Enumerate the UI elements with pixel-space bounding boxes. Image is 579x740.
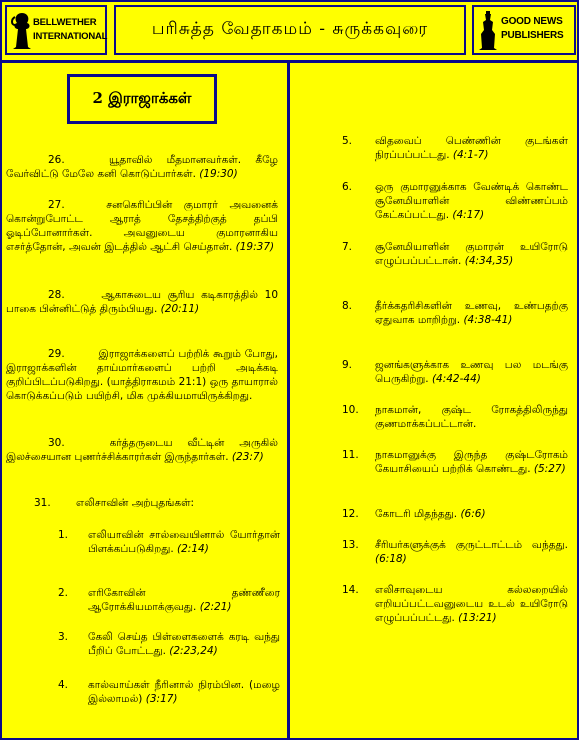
item-text: இராஜாக்களைப் பற்றிக் கூறும் போது, இராஜாக்களின் தாய்மார்களைப் பற்றி அடிக்கடி குறிப்பிடப்படுகிறது. (யாத்திராகமம் 21:1) ஒரு தாயாரால் கொடுக்கப்படும் பயிற்சி, மிக முக்கியமாயிருக்கிறது. bbox=[6, 348, 278, 402]
item-ref: (6:18) bbox=[375, 553, 407, 565]
item-text: நாகமானுக்கு இருந்த குஷ்டரோகம் கேயாசியைப் பற்றிக் கொண்டது. bbox=[375, 449, 568, 475]
list-item bbox=[6, 436, 278, 464]
item-ref: (5:27) bbox=[533, 463, 566, 475]
item-number: 14. bbox=[342, 584, 359, 596]
item-ref: (6:6) bbox=[460, 508, 486, 520]
list-item bbox=[6, 198, 278, 254]
sub-list-item bbox=[88, 630, 280, 658]
logo-line-1: BELLWETHER bbox=[33, 17, 97, 28]
item-ref: (13:21) bbox=[458, 612, 497, 624]
list-item bbox=[375, 448, 568, 476]
list-item bbox=[375, 358, 568, 386]
item-text: ஒரு குமாரனுக்காக வேண்டிக் கொண்ட சூனேமியாளின் விண்ணப்பம் கேட்கப்பட்டது. bbox=[375, 181, 568, 221]
item-ref: (2:21) bbox=[199, 601, 232, 613]
item-ref: (4:1-7) bbox=[452, 149, 489, 161]
item-number: 6. bbox=[342, 181, 353, 193]
sub-list-item bbox=[88, 528, 280, 556]
column-divider bbox=[287, 60, 290, 738]
list-item bbox=[6, 288, 278, 316]
sub-item-number: 1. bbox=[58, 529, 69, 541]
item-number: 11. bbox=[342, 449, 359, 461]
item-text: நாகமான், குஷ்ட ரோகத்திலிருந்து குணமாக்கப்பட்டான். bbox=[375, 404, 568, 430]
sub-list-item bbox=[88, 586, 280, 614]
sub-item-number: 4. bbox=[58, 679, 69, 691]
list-item bbox=[6, 347, 278, 403]
item-text: சனகெரிப்பின் குமாரர் அவனைக் கொன்றுபோட்ட ஆராத் தேசத்திற்குத் தப்பி ஓடிப்போனார்கள். அவனுடைய குமாரனாகிய எசர்த்தோன், அவன் இடத்தில் ஆட்சி செய்தான். bbox=[6, 199, 279, 253]
item-ref: (2:14) bbox=[177, 543, 209, 555]
item-text: எரிகோவின் தண்ணீரை ஆரோக்கியமாக்குவது. bbox=[88, 587, 280, 613]
item-number: 27. bbox=[48, 199, 65, 211]
item-number: 13. bbox=[342, 539, 359, 551]
list-item bbox=[375, 240, 568, 268]
item-text: தீர்க்கதரிசிகளின் உணவு, உண்பதற்கு ஏதுவாக மாறிற்று. bbox=[375, 300, 568, 326]
item-ref: (19:30) bbox=[199, 168, 238, 180]
item-number: 31. bbox=[34, 497, 51, 509]
good-news-logo bbox=[472, 5, 576, 55]
item-number: 9. bbox=[342, 359, 353, 371]
item-text: கால்வாய்கள் நீரினால் நிரம்பின. (மழை இல்லாமல்) bbox=[88, 679, 280, 705]
item-ref: (23:7) bbox=[231, 451, 264, 463]
item-text: சீரியர்களுக்குக் குருட்டாட்டம் வந்தது. bbox=[375, 539, 568, 551]
item-ref: (20:11) bbox=[160, 303, 200, 315]
item-text: கேலி செய்த பிள்ளைகளைக் கரடி வந்து பீறிப் போட்டது. bbox=[88, 631, 280, 657]
item-number: 29. bbox=[48, 348, 65, 360]
item-text: கோடரி மிதந்தது. bbox=[375, 508, 458, 520]
logo-line-2: PUBLISHERS bbox=[501, 30, 564, 41]
item-text: விதவைப் பெண்ணின் குடங்கள் நிரப்பப்பட்டது. bbox=[375, 135, 568, 161]
item-number: 30. bbox=[48, 437, 65, 449]
book-title-box bbox=[67, 74, 217, 124]
item-number: 7. bbox=[342, 241, 353, 253]
page-title: பரிசுத்த வேதாகமம் - சுருக்கவுரை bbox=[151, 19, 429, 39]
item-number: 26. bbox=[48, 154, 65, 166]
item-ref: (4:38-41) bbox=[463, 314, 513, 326]
logo-line-1: GOOD NEWS bbox=[501, 16, 563, 27]
list-item bbox=[375, 180, 568, 222]
item-number: 8. bbox=[342, 300, 353, 312]
list-item bbox=[375, 299, 568, 327]
item-text: எலிசாவின் அற்புதங்கள்: bbox=[76, 497, 195, 509]
logo-line-2: INTERNATIONAL bbox=[33, 31, 108, 42]
item-text: எலியாவின் சால்வையினால் யோர்தான் பிளக்கப்படுகிறது. bbox=[88, 529, 280, 555]
item-text: கர்த்தருடைய வீட்டின் அருகில் இலச்சையான புணர்ச்சிக்காரர்கள் இருந்தார்கள். bbox=[6, 437, 278, 463]
list-item bbox=[6, 496, 278, 510]
page-header bbox=[2, 2, 577, 63]
list-item bbox=[6, 153, 278, 181]
title-box bbox=[114, 5, 466, 55]
list-item bbox=[375, 507, 568, 521]
sub-item-number: 2. bbox=[58, 587, 69, 599]
item-ref: (19:37) bbox=[235, 241, 275, 253]
item-text: ஜனங்களுக்காக உணவு பல மடங்கு பெருகிற்று. bbox=[375, 359, 568, 385]
item-text: ஆகாசுடைய சூரிய கடிகாரத்தில் 10 பாகை பின்னிட்டுத் திரும்பியது. bbox=[6, 289, 279, 315]
bellwether-logo bbox=[5, 5, 107, 55]
item-ref: (4:34,35) bbox=[464, 255, 514, 267]
list-item bbox=[375, 403, 568, 431]
item-text: எலிசாவுடைய கல்லறையில் எறியப்பட்டவனுடைய உடல் உயிரோடு எழுப்பப்பட்டது. bbox=[375, 584, 568, 624]
sub-list-item bbox=[88, 678, 280, 706]
item-number: 12. bbox=[342, 508, 359, 520]
book-title: 2 இராஜாக்கள் bbox=[92, 89, 192, 107]
item-number: 10. bbox=[342, 404, 359, 416]
item-text: சூனேமியாளின் குமாரன் உயிரோடு எழுப்பப்பட்டான். bbox=[375, 241, 568, 267]
item-number: 28. bbox=[48, 289, 65, 301]
ram-icon bbox=[10, 11, 34, 51]
item-ref: (4:17) bbox=[452, 209, 485, 221]
item-ref: (4:42-44) bbox=[431, 373, 481, 385]
list-item bbox=[375, 583, 568, 625]
item-text: யூதாவில் மீதமானவர்கள். கீழே வேர்விட்டு மேலே கனி கொடுப்பார்கள். bbox=[6, 154, 278, 180]
item-ref: (2:23,24) bbox=[169, 645, 218, 657]
list-item bbox=[375, 134, 568, 162]
item-ref: (3:17) bbox=[145, 693, 178, 705]
tower-icon bbox=[476, 10, 500, 52]
sub-item-number: 3. bbox=[58, 631, 69, 643]
list-item bbox=[375, 538, 568, 566]
item-number: 5. bbox=[342, 135, 353, 147]
